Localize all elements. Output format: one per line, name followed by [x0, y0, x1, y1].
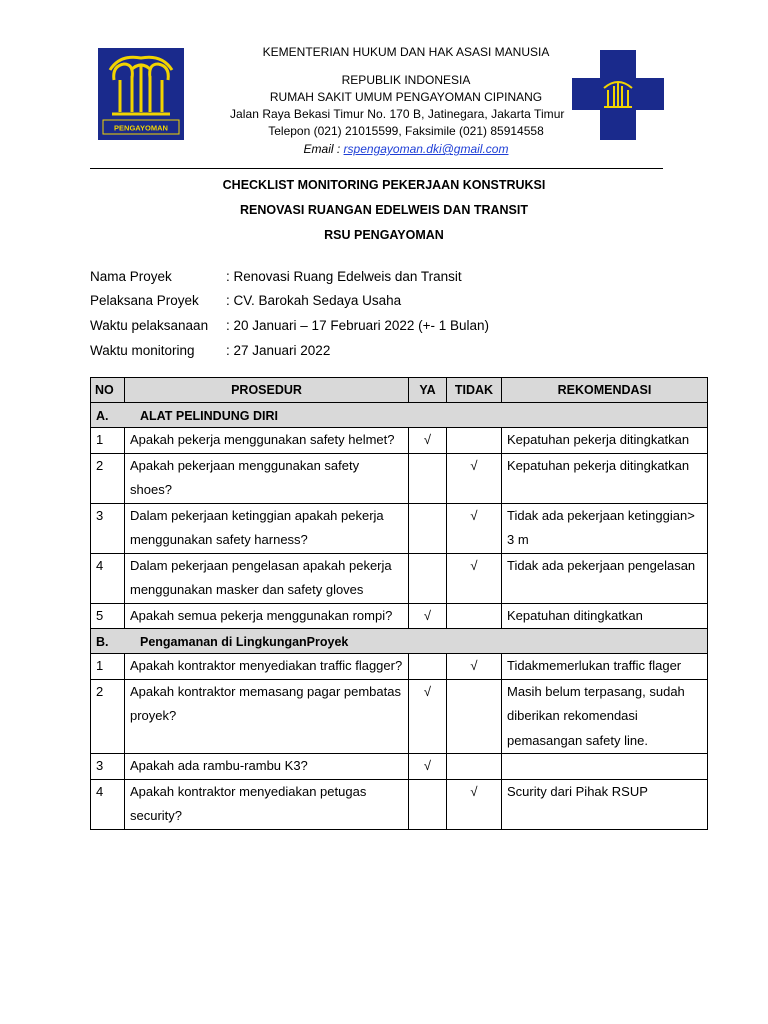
ministry-name: KEMENTERIAN HUKUM DAN HAK ASASI MANUSIA [262, 45, 550, 59]
info-monitoring-time [90, 343, 330, 358]
document-title: CHECKLIST MONITORING PEKERJAAN KONSTRUKSI [222, 178, 546, 192]
cell-tidak: √ [447, 453, 502, 503]
table-row [91, 453, 708, 503]
info-label: Pelaksana Proyek [90, 293, 199, 308]
info-label: Waktu pelaksanaan [90, 318, 209, 333]
cell-rekomendasi: Masih belum terpasang, sudah diberikan rekomendasi pemasangan safety line. [502, 679, 708, 754]
hospital-name: RUMAH SAKIT UMUM PENGAYOMAN CIPINANG [269, 90, 543, 104]
info-label: Waktu monitoring [90, 343, 195, 358]
cell-tidak [447, 603, 502, 629]
cell-ya [409, 503, 447, 553]
cell-ya: √ [409, 428, 447, 454]
info-value: : 27 Januari 2022 [226, 343, 331, 358]
table-row [91, 553, 708, 603]
info-value: : 20 Januari – 17 Februari 2022 (+- 1 Bulan) [226, 318, 490, 333]
cell-no: 2 [91, 679, 125, 754]
cell-rekomendasi [502, 754, 708, 780]
cell-no: 5 [91, 603, 125, 629]
cell-no: 4 [91, 779, 125, 829]
table-row [91, 779, 708, 829]
country-name: REPUBLIK INDONESIA [341, 73, 471, 87]
section-heading [91, 629, 708, 654]
cell-rekomendasi: Tidak ada pekerjaan ketinggian> 3 m [502, 503, 708, 553]
cell-rekomendasi: Tidak ada pekerjaan pengelasan [502, 553, 708, 603]
pengayoman-logo [98, 48, 184, 140]
hospital-phone: Telepon (021) 21015599, Faksimile (021) 85914558 [268, 124, 544, 138]
checklist-table [90, 377, 708, 830]
col-header-no: NO [91, 378, 125, 403]
cell-prosedur: Apakah kontraktor menyediakan petugas security? [125, 779, 409, 829]
cell-ya: √ [409, 603, 447, 629]
cell-no: 2 [91, 453, 125, 503]
document-subtitle: RENOVASI RUANGAN EDELWEIS DAN TRANSIT [240, 203, 528, 217]
cell-tidak: √ [447, 779, 502, 829]
cell-rekomendasi: Kepatuhan pekerja ditingkatkan [502, 453, 708, 503]
section-row-b [91, 629, 708, 654]
cell-no: 1 [91, 654, 125, 680]
cell-tidak [447, 679, 502, 754]
cell-tidak [447, 428, 502, 454]
cell-prosedur: Apakah semua pekerja menggunakan rompi? [125, 603, 409, 629]
logo-text: PENGAYOMAN [114, 123, 168, 133]
cell-prosedur: Apakah kontraktor menyediakan traffic flagger? [125, 654, 409, 680]
section-heading [91, 403, 708, 428]
cell-prosedur: Apakah pekerjaan menggunakan safety shoes? [125, 453, 409, 503]
info-contractor [90, 293, 401, 308]
table-row [91, 503, 708, 553]
document-subtitle-2: RSU PENGAYOMAN [324, 228, 444, 242]
table-header-row [91, 378, 708, 403]
col-header-tidak: TIDAK [447, 378, 502, 403]
info-value: : Renovasi Ruang Edelweis dan Transit [226, 269, 462, 284]
cell-ya [409, 453, 447, 503]
hospital-address: Jalan Raya Bekasi Timur No. 170 B, Jatinegara, Jakarta Timur [230, 107, 565, 121]
hospital-email-line [200, 141, 612, 158]
email-label: Email : [303, 142, 344, 156]
cell-ya [409, 553, 447, 603]
table-row [91, 428, 708, 454]
cell-rekomendasi: Tidakmemerlukan traffic flager [502, 654, 708, 680]
cell-no: 3 [91, 503, 125, 553]
cell-prosedur: Apakah ada rambu-rambu K3? [125, 754, 409, 780]
section-letter: A. [96, 409, 109, 423]
cell-prosedur: Dalam pekerjaan ketinggian apakah pekerja menggunakan safety harness? [125, 503, 409, 553]
section-title: ALAT PELINDUNG DIRI [140, 409, 278, 423]
cell-rekomendasi: Kepatuhan ditingkatkan [502, 603, 708, 629]
cell-tidak: √ [447, 654, 502, 680]
col-header-ya: YA [409, 378, 447, 403]
cell-ya [409, 654, 447, 680]
cell-ya [409, 779, 447, 829]
email-link[interactable]: rspengayoman.dki@gmail.com [343, 142, 509, 156]
info-label: Nama Proyek [90, 269, 172, 284]
cell-no: 3 [91, 754, 125, 780]
cell-ya: √ [409, 754, 447, 780]
cell-prosedur: Apakah kontraktor memasang pagar pembatas proyek? [125, 679, 409, 754]
cell-rekomendasi: Scurity dari Pihak RSUP [502, 779, 708, 829]
section-letter: B. [96, 635, 109, 649]
cell-rekomendasi: Kepatuhan pekerja ditingkatkan [502, 428, 708, 454]
section-title: Pengamanan di LingkunganProyek [140, 635, 349, 649]
info-execution-time [90, 318, 489, 333]
info-project-name [90, 269, 462, 284]
col-header-prosedur: PROSEDUR [125, 378, 409, 403]
header-divider [90, 168, 663, 169]
cell-prosedur: Apakah pekerja menggunakan safety helmet? [125, 428, 409, 454]
col-header-rekomendasi: REKOMENDASI [502, 378, 708, 403]
table-row [91, 754, 708, 780]
cell-ya: √ [409, 679, 447, 754]
cell-no: 4 [91, 553, 125, 603]
table-row [91, 679, 708, 754]
info-value: : CV. Barokah Sedaya Usaha [226, 293, 402, 308]
table-row [91, 603, 708, 629]
section-row-a [91, 403, 708, 428]
cell-tidak: √ [447, 553, 502, 603]
table-row [91, 654, 708, 680]
cell-prosedur: Dalam pekerjaan pengelasan apakah pekerja menggunakan masker dan safety gloves [125, 553, 409, 603]
cell-no: 1 [91, 428, 125, 454]
cell-tidak: √ [447, 503, 502, 553]
cell-tidak [447, 754, 502, 780]
